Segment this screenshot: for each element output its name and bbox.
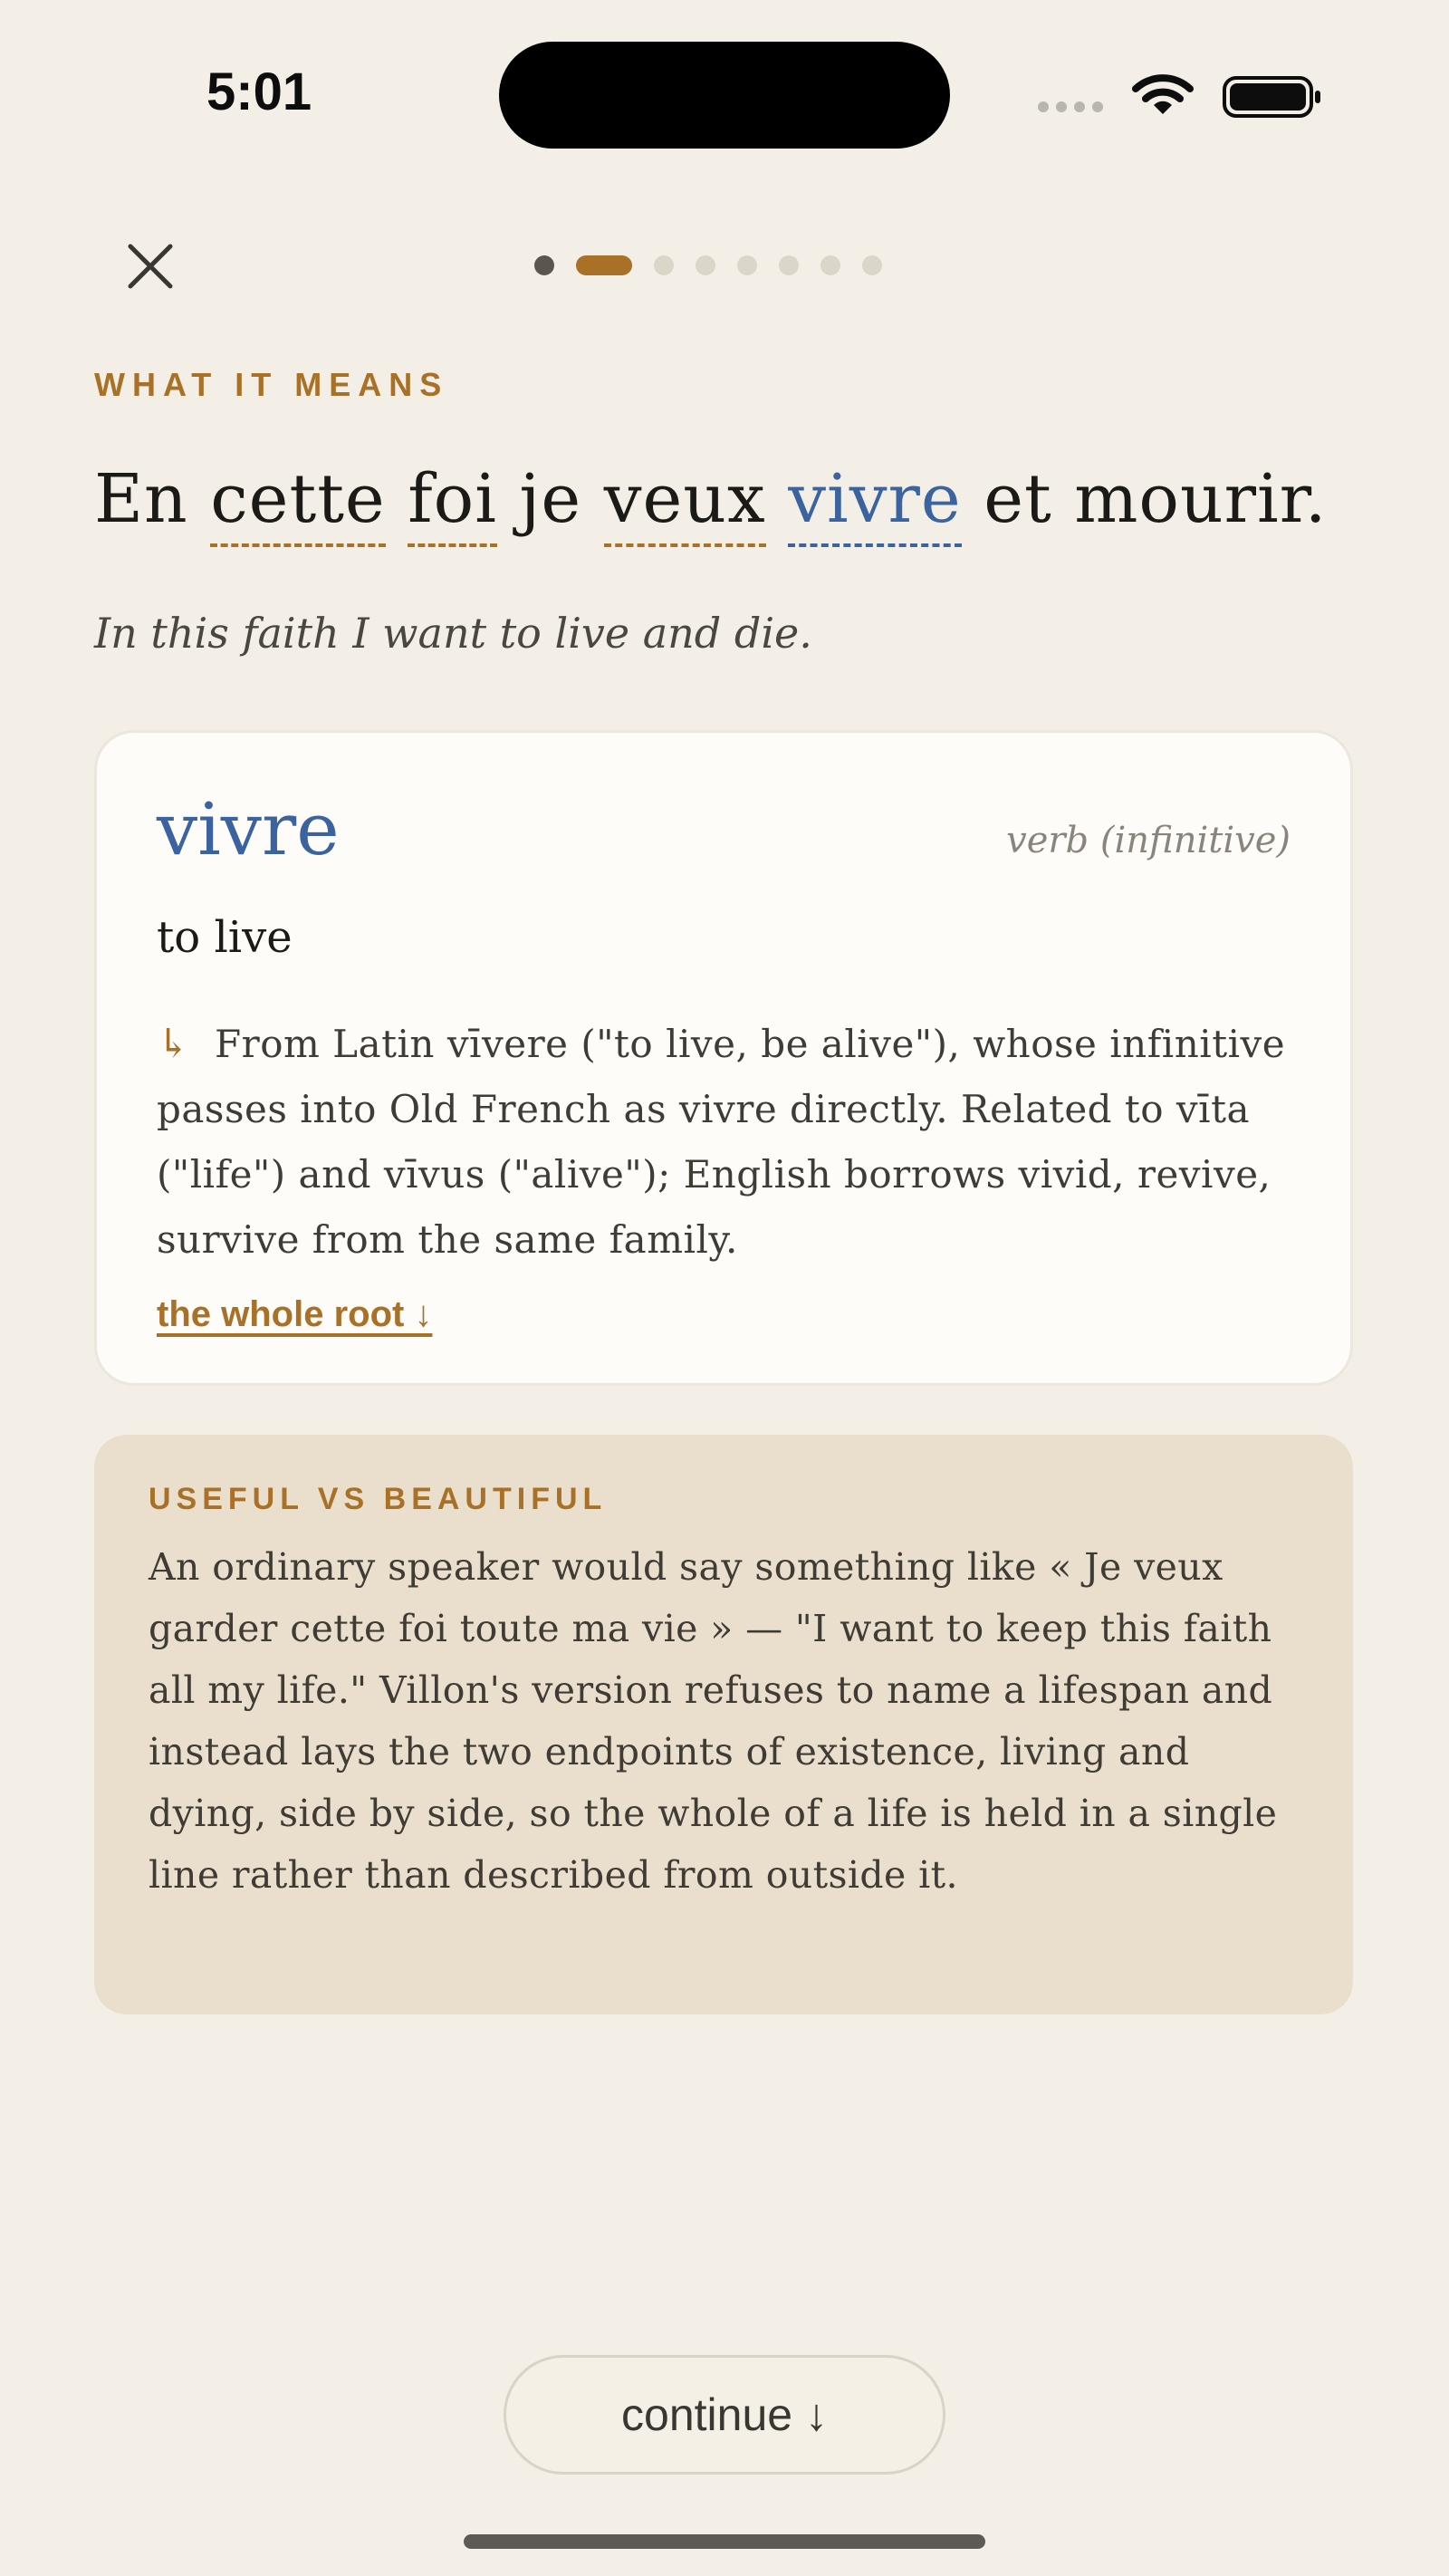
card-word: vivre [157,787,340,871]
wifi-icon [1132,74,1194,120]
part-of-speech: verb (infinitive) [1006,820,1291,861]
french-line [94,460,1327,538]
note-title: USEFUL VS BEAUTIFUL [149,1482,608,1516]
line-word: En [94,460,188,538]
word-meaning: to live [157,912,293,963]
battery-icon [1223,76,1322,121]
status-time: 5:01 [206,62,312,121]
line-word-glossed[interactable]: foi [408,460,497,547]
section-eyebrow: WHAT IT MEANS [94,366,449,403]
line-word: et [984,460,1052,538]
progress-dot [696,255,715,275]
progress-dot [654,255,674,275]
home-indicator [464,2534,985,2549]
progress-dot-current [576,255,632,275]
whole-root-link[interactable]: the whole root ↓ [157,1294,433,1334]
line-word-glossed[interactable]: cette [210,460,386,547]
dynamic-island [499,42,950,149]
note-body: An ordinary speaker would say something like « Je veux garder cette foi toute ma vie » — "I want to keep this faith all my life." Villon's version refuses to name a lifespan and instead lays the two endpoints of existence, living and dying, side by side, so the whole of a life is held in a single line rather than described from outside it. [149,1545,1278,1897]
progress-dot [737,255,757,275]
word-card [94,730,1353,1386]
useful-vs-beautiful-note [94,1435,1353,2014]
line-word-glossed[interactable]: veux [604,460,766,547]
progress-dot [779,255,799,275]
line-word: je [519,460,582,538]
line-word-selected[interactable]: vivre [788,460,961,547]
cellular-signal-icon [1038,101,1103,112]
progress-dot [862,255,882,275]
progress-dots [534,254,882,277]
close-icon [123,239,178,293]
progress-dot [534,255,554,275]
line-translation: In this faith I want to live and die. [94,609,812,658]
etymology-text: From Latin vīvere ("to live, be alive"), whose infinitive passes into Old French as vivre directly. Related to vīta ("life") and vīvus ("alive"); English borrows vivid, revive, survive from the same family. [157,1022,1286,1262]
continue-button[interactable]: continue ↓ [504,2355,945,2475]
line-word: mourir. [1074,460,1328,538]
progress-dot [820,255,840,275]
etymology-arrow-icon: ↳ [157,1021,190,1067]
close-button[interactable] [123,239,178,293]
